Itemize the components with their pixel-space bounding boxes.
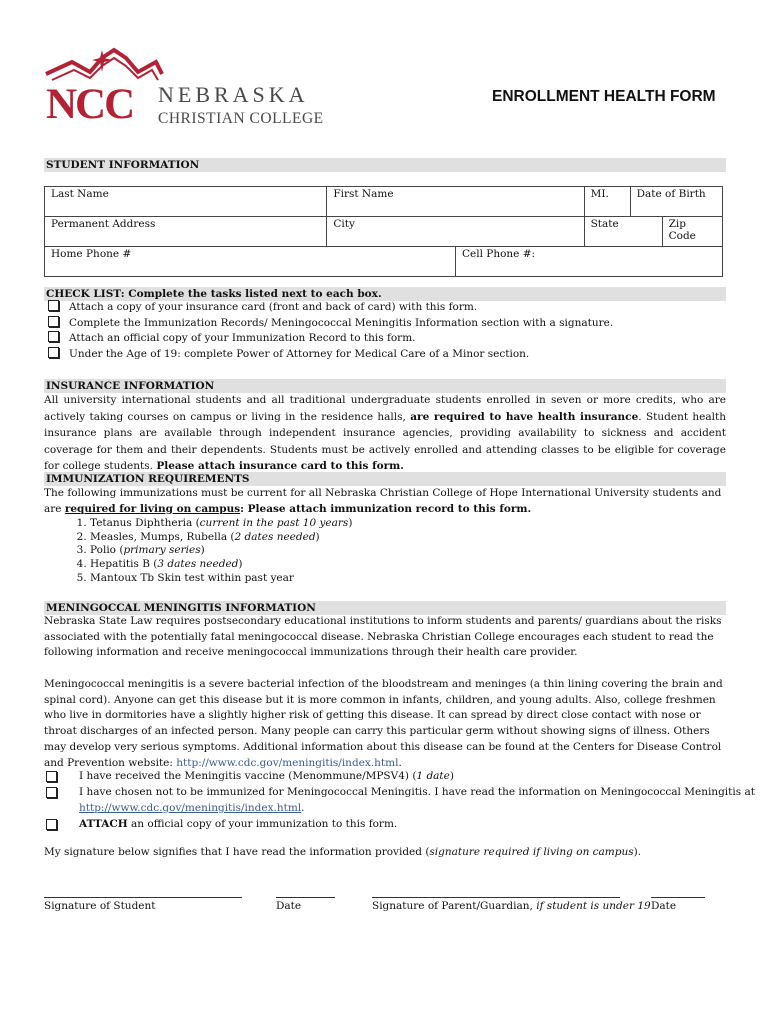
page-title: ENROLLMENT HEALTH FORM — [492, 88, 716, 105]
cdc-link[interactable]: http://www.cdc.gov/meningitis/index.html — [176, 756, 399, 769]
checkbox-icon[interactable] — [46, 771, 57, 782]
meningitis-option-vaccinated[interactable]: I have received the Meningitis vaccine (Menommune/MPSV4) (1 date) — [44, 768, 726, 784]
college-logo — [44, 44, 334, 134]
meningitis-paragraph-1: Nebraska State Law requires postsecondary educational institutions to inform students and parents/ guardians about the risks associated with the potentially fatal meningococcal disease. Nebraska Christian College encourages each student to read the following information and receive meningococcal immunizations through their health care provider. — [44, 615, 722, 659]
immunization-list — [44, 517, 352, 586]
logo-line-christian-college: CHRISTIAN COLLEGE — [158, 110, 324, 127]
date-of-birth-field[interactable]: Date of Birth — [630, 187, 722, 217]
list-item: 1. Tetanus Diphtheria (current in the past 10 years) — [90, 517, 352, 531]
checklist-heading: CHECK LIST: Complete the tasks listed next to each box. — [44, 287, 726, 301]
list-item: 5. Mantoux Tb Skin test within past year — [90, 572, 352, 586]
parent-signature-line[interactable] — [372, 897, 620, 898]
student-info-table — [44, 186, 723, 277]
checkbox-icon[interactable] — [48, 300, 59, 311]
list-item: 4. Hepatitis B (3 dates needed) — [90, 558, 352, 572]
signature-note: My signature below signifies that I have read the information provided (signature required if living on campus). — [44, 846, 642, 858]
immunization-heading: IMMUNIZATION REQUIREMENTS — [44, 472, 726, 486]
last-name-field[interactable]: Last Name — [45, 187, 327, 217]
immunization-intro: The following immunizations must be current for all Nebraska Christian College of Hope International University students and are required for living on campus: Please attach immunization record to this form. — [44, 487, 722, 515]
parent-signature-label: Signature of Parent/Guardian, if student is under 19 — [372, 900, 651, 912]
list-item: 3. Polio (primary series) — [90, 544, 352, 558]
city-field[interactable]: City — [327, 217, 584, 247]
date-line-1[interactable] — [276, 897, 335, 898]
checklist-item[interactable]: Complete the Immunization Records/ Meningococcal Meningitis Information section with a signature. — [48, 316, 613, 332]
state-field[interactable]: State — [584, 217, 662, 247]
cdc-link[interactable]: http://www.cdc.gov/meningitis/index.html — [79, 802, 302, 814]
insurance-paragraph: All university international students and all traditional undergraduate students enrolled in seven or more credits, who are actively taking courses on campus or living in the residence halls, are required to have health insurance. Student health insurance plans are available through independent insurance agencies, providing availability to sickness and accident coverage for them and their dependents. Students must be actively enrolled and attending classes to be eligible for coverage for college students. Please attach insurance card to this form. — [44, 394, 726, 472]
cell-phone-field[interactable]: Cell Phone #: — [455, 247, 722, 277]
logo-letters: NCC — [46, 81, 134, 128]
student-signature-label: Signature of Student — [44, 900, 156, 912]
zip-code-field[interactable]: Zip Code — [662, 217, 722, 247]
date-label-1: Date — [276, 900, 302, 912]
meningitis-option-declined[interactable]: I have chosen not to be immunized for Meningococcal Meningitis. I have read the information on Meningococcal Meningitis at http://www.cdc.gov/meningitis/index.html. — [44, 784, 726, 816]
insurance-heading: INSURANCE INFORMATION — [44, 379, 726, 393]
student-info-heading: STUDENT INFORMATION — [44, 158, 726, 172]
logo-line-nebraska: NEBRASKA — [158, 82, 309, 107]
date-label-2: Date — [651, 900, 677, 912]
meningitis-option-attach[interactable]: ATTACH an official copy of your immunization to this form. — [44, 816, 726, 832]
home-phone-field[interactable]: Home Phone # — [45, 247, 456, 277]
checkbox-icon[interactable] — [48, 331, 59, 342]
date-line-2[interactable] — [651, 897, 705, 898]
meningitis-paragraph-2: Meningococcal meningitis is a severe bacterial infection of the bloodstream and meninges (a thin lining covering the brain and spinal cord). Anyone can get this disease but it is more common in infants, children, and young adults. Also, college freshmen who live in dormitories have a slightly higher risk of getting this disease. It can spread by direct close contact with nose or throat discharges of an infected person. Many people can carry this particular germ without showing signs of illness. Others may develop very serious symptoms. Additional information about this disease can be found at the Centers for Disease Control and Prevention website: http://www.cdc.gov/meningitis/index.html. — [44, 678, 723, 769]
list-item: 2. Measles, Mumps, Rubella (2 dates needed) — [90, 531, 352, 545]
checkbox-icon[interactable] — [48, 347, 59, 358]
meningitis-heading: MENINGOCCAL MENINGITIS INFORMATION — [44, 601, 726, 615]
middle-initial-field[interactable]: MI. — [584, 187, 630, 217]
checklist-item[interactable]: Attach an official copy of your Immunization Record to this form. — [48, 331, 416, 347]
checklist-item[interactable]: Attach a copy of your insurance card (front and back of card) with this form. — [48, 300, 477, 316]
checkbox-icon[interactable] — [46, 819, 57, 830]
checkbox-icon[interactable] — [46, 787, 57, 798]
checkbox-icon[interactable] — [48, 316, 59, 327]
checklist-item[interactable]: Under the Age of 19: complete Power of Attorney for Medical Care of a Minor section. — [48, 347, 529, 363]
first-name-field[interactable]: First Name — [327, 187, 584, 217]
permanent-address-field[interactable]: Permanent Address — [45, 217, 327, 247]
student-signature-line[interactable] — [44, 897, 242, 898]
